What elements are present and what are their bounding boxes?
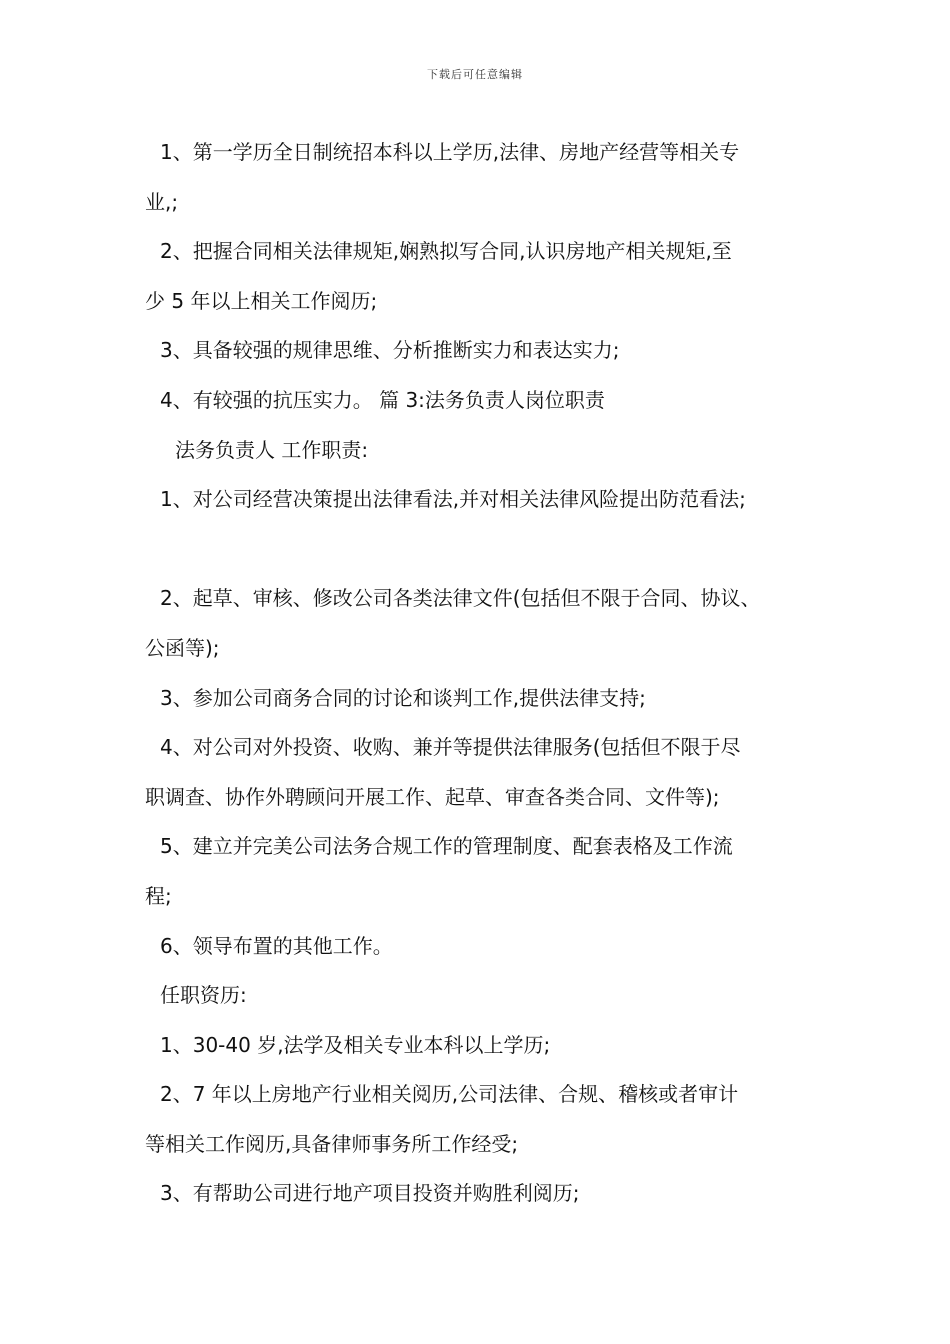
text-line: 3、具备较强的规律思维、分析推断实力和表达实力;: [160, 338, 620, 363]
text-line: 3、参加公司商务合同的讨论和谈判工作,提供法律支持;: [160, 685, 646, 710]
text-line: 业,;: [145, 189, 179, 214]
page-header: 下载后可任意编辑: [427, 68, 523, 81]
text-line: 2、把握合同相关法律规矩,娴熟拟写合同,认识房地产相关规矩,至: [160, 239, 732, 264]
text-line: 3、有帮助公司进行地产项目投资并购胜利阅历;: [160, 1181, 580, 1206]
text-line: 1、对公司经营决策提出法律看法,并对相关法律风险提出防范看法;: [160, 487, 746, 512]
text-line: 2、7 年以上房地产行业相关阅历,公司法律、合规、稽核或者审计: [160, 1082, 739, 1107]
text-line: 2、起草、审核、修改公司各类法律文件(包括但不限于合同、协议、: [160, 586, 761, 611]
text-line: 公函等);: [145, 635, 220, 660]
text-line: 6、领导布置的其他工作。: [160, 933, 393, 958]
paragraph-gap: [145, 527, 825, 577]
text-line: 职调查、协作外聘顾问开展工作、起草、审查各类合同、文件等);: [145, 784, 720, 809]
text-line: 少 5 年以上相关工作阅历;: [145, 288, 378, 313]
text-line: 1、30-40 岁,法学及相关专业本科以上学历;: [160, 1032, 551, 1057]
text-line: 法务负责人 工作职责:: [175, 437, 369, 462]
text-line: 等相关工作阅历,具备律师事务所工作经受;: [145, 1131, 519, 1156]
text-line: 4、对公司对外投资、收购、兼并等提供法律服务(包括但不限于尽: [160, 735, 741, 760]
text-line: 4、有较强的抗压实力。 篇 3:法务负责人岗位职责: [160, 387, 605, 412]
text-line: 1、第一学历全日制统招本科以上学历,法律、房地产经营等相关专: [160, 140, 740, 164]
text-line: 5、建立并完美公司法务合规工作的管理制度、配套表格及工作流: [160, 834, 733, 859]
text-line: 任职资历:: [160, 983, 247, 1008]
document-body: [145, 130, 825, 1221]
text-line: 程;: [145, 883, 172, 908]
